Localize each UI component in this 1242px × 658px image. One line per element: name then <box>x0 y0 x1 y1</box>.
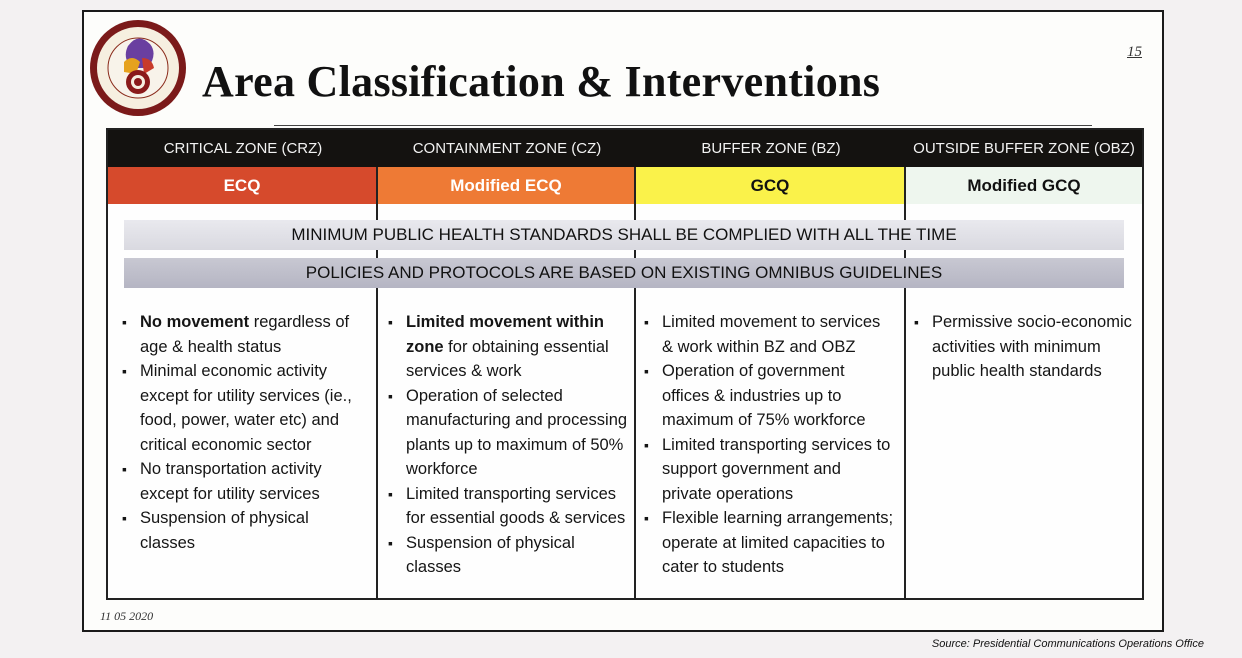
list-item-text: Minimal economic activity except for utility services (ie., food, power, water etc) and critical economic sector <box>140 362 352 454</box>
list-item-text: No transportation activity except for utility services <box>140 460 322 503</box>
slide <box>82 10 1164 632</box>
list-item <box>388 384 628 482</box>
list-item-text: Operation of government offices & industries up to maximum of 75% workforce <box>662 362 866 429</box>
list-item <box>122 359 362 457</box>
quarantine-gcq: GCQ <box>636 167 906 204</box>
quarantine-modified-ecq: Modified ECQ <box>378 167 636 204</box>
policies-band: POLICIES AND PROTOCOLS ARE BASED ON EXISTING OMNIBUS GUIDELINES <box>124 258 1124 288</box>
obz-list <box>914 310 1134 384</box>
list-item-text: Suspension of physical classes <box>140 509 309 552</box>
title-divider <box>274 125 1092 126</box>
list-item <box>388 482 628 531</box>
list-item <box>388 310 628 384</box>
cz-interventions <box>388 310 628 580</box>
slide-date: 11 05 2020 <box>100 609 154 623</box>
list-item <box>644 310 894 359</box>
cz-list <box>388 310 628 580</box>
crz-list <box>122 310 362 555</box>
list-item <box>122 310 362 359</box>
zone-header-cz: CONTAINMENT ZONE (CZ) <box>412 140 602 157</box>
list-item <box>388 531 628 580</box>
list-item-emphasis: No movement <box>140 313 250 331</box>
zone-header-row <box>108 130 1142 167</box>
list-item <box>644 433 894 507</box>
zone-header-bz: BUFFER ZONE (BZ) <box>701 140 841 157</box>
list-item <box>914 310 1134 384</box>
obz-interventions <box>914 310 1134 384</box>
quarantine-row <box>108 167 1142 204</box>
zone-header-crz: CRITICAL ZONE (CRZ) <box>163 140 323 157</box>
task-force-seal-icon <box>88 18 188 118</box>
list-item <box>122 506 362 555</box>
zone-header-obz: OUTSIDE BUFFER ZONE (OBZ) <box>913 140 1135 157</box>
health-standards-band: MINIMUM PUBLIC HEALTH STANDARDS SHALL BE COMPLIED WITH ALL THE TIME <box>124 220 1124 250</box>
slide-title: Area Classification & Interventions <box>202 57 881 106</box>
list-item-text: Suspension of physical classes <box>406 533 575 576</box>
list-item-emphasis: Limited movement within zone <box>406 313 605 356</box>
bz-list <box>644 310 894 580</box>
list-item-text: Flexible learning arrangements; operate at limited capacities to cater to students <box>662 509 894 576</box>
crz-interventions <box>122 310 362 555</box>
bz-interventions <box>644 310 894 580</box>
list-item <box>122 457 362 506</box>
classification-table <box>106 128 1144 600</box>
quarantine-modified-gcq: Modified GCQ <box>906 167 1142 204</box>
list-item-text: for obtaining essential services & work <box>406 337 609 380</box>
list-item-text: Limited movement to services & work within BZ and OBZ <box>662 313 881 356</box>
list-item-text: regardless of age & health status <box>140 313 350 356</box>
list-item-text: Limited transporting services to support government and private operations <box>662 435 891 503</box>
list-item-text: Limited transporting services for essential goods & services <box>406 484 626 527</box>
list-item <box>644 359 894 433</box>
list-item-text: Permissive socio-economic activities with minimum public health standards <box>932 313 1132 380</box>
slide-number: 15 <box>1127 44 1142 60</box>
source-credit: Source: Presidential Communications Operations Office <box>931 638 1204 650</box>
list-item <box>644 506 894 580</box>
quarantine-ecq: ECQ <box>108 167 378 204</box>
list-item-text: Operation of selected manufacturing and processing plants up to maximum of 50% workforce <box>406 386 628 478</box>
